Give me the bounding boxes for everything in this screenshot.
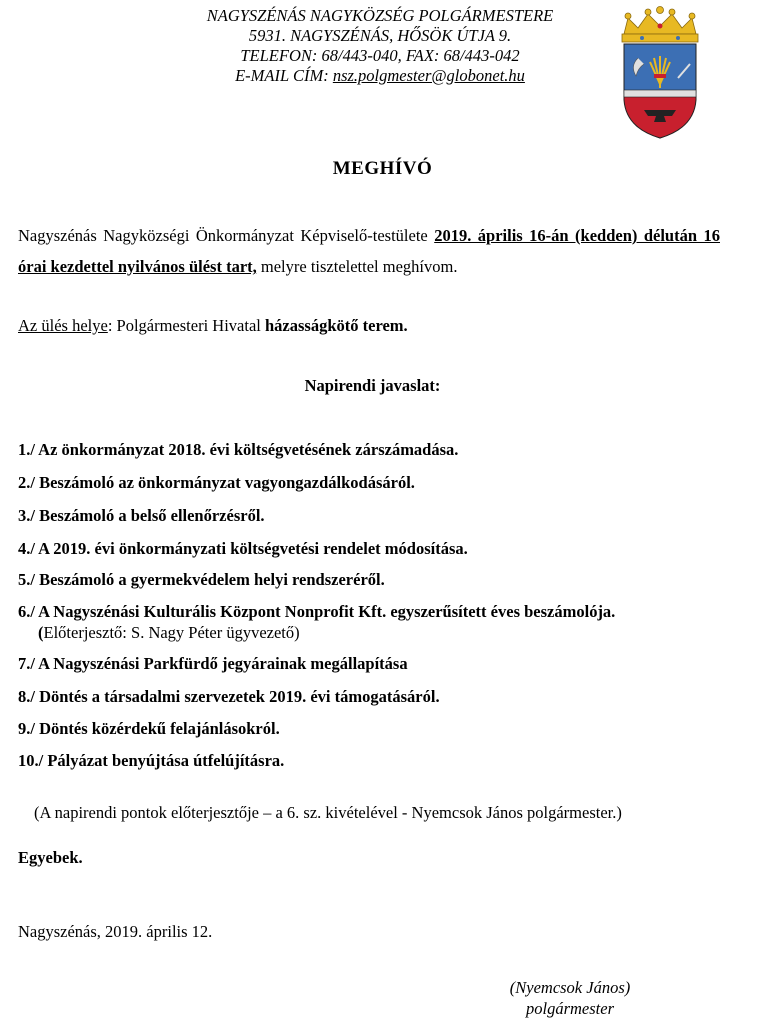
letterhead-office: NAGYSZÉNÁS NAGYKÖZSÉG POLGÁRMESTERE [206,6,554,25]
venue-office: : Polgármesteri Hivatal [107,316,265,335]
venue-room: házasságkötő terem. [264,316,408,335]
letterhead-address: 5931. NAGYSZÉNÁS, HŐSÖK ÚTJA 9. [248,26,512,45]
agenda-item: 5./ Beszámoló a gyermekvédelem helyi rendszeréről. [18,570,385,589]
signatory-name: (Nyemcsok János) [509,978,631,997]
other-items: Egyebek. [18,848,83,867]
letterhead-phone: TELEFON: 68/443-040, FAX: 68/443-042 [240,46,520,65]
place-and-date: Nagyszénás, 2019. április 12. [18,922,213,941]
agenda-item: 8./ Döntés a társadalmi szervezetek 2019. évi támogatásáról. [18,687,440,706]
letterhead-email-line [110,66,650,86]
agenda-item: 10./ Pályázat benyújtása útfelújításra. [18,751,285,770]
agenda-title: Napirendi javaslat: [304,376,441,395]
agenda-item: 2./ Beszámoló az önkormányzat vagyongazdálkodásáról. [18,473,415,492]
venue-label: Az ülés helye [18,316,108,335]
letterhead [110,6,650,86]
coat-of-arms-icon [614,4,706,142]
agenda-item: 9./ Döntés közérdekű felajánlásokról. [18,719,280,738]
agenda-item: 4./ A 2019. évi önkormányzati költségvetési rendelet módosítása. [18,539,468,558]
presenter-paren: ( [38,623,44,642]
presenter-text: Előterjesztő: S. Nagy Péter ügyvezető) [43,623,300,642]
signatory-title: polgármester [526,999,614,1018]
agenda-item: 1./ Az önkormányzat 2018. évi költségvetésének zárszámadása. [18,440,459,459]
email-label: E-MAIL CÍM: [235,66,333,85]
intro-closing: melyre tisztelettel meghívom. [256,257,458,276]
invitation-paragraph [18,220,720,282]
email-link[interactable]: nsz.polgmester@globonet.hu [332,66,525,85]
agenda-item: 3./ Beszámoló a belső ellenőrzésről. [18,506,265,525]
agenda-item-presenter [38,623,300,643]
signature-block [480,977,660,1019]
presenter-note: (A napirendi pontok előterjesztője – a 6. sz. kivételével - Nyemcsok János polgármester.) [34,803,622,822]
agenda-item: 7./ A Nagyszénási Parkfürdő jegyárainak megállapítása [18,654,408,673]
venue-line [18,316,408,336]
intro-text: Nagyszénás Nagyközségi Önkormányzat Képviselő-testülete [18,226,435,245]
document-title: MEGHÍVÓ [332,158,433,179]
meeting-date: 2019. április 16-án (kedden) délután 16 órai kezdettel nyilvános ülést tart, [18,226,720,276]
agenda-item: 6./ A Nagyszénási Kulturális Központ Nonprofit Kft. egyszerűsített éves beszámolója. [18,602,616,621]
